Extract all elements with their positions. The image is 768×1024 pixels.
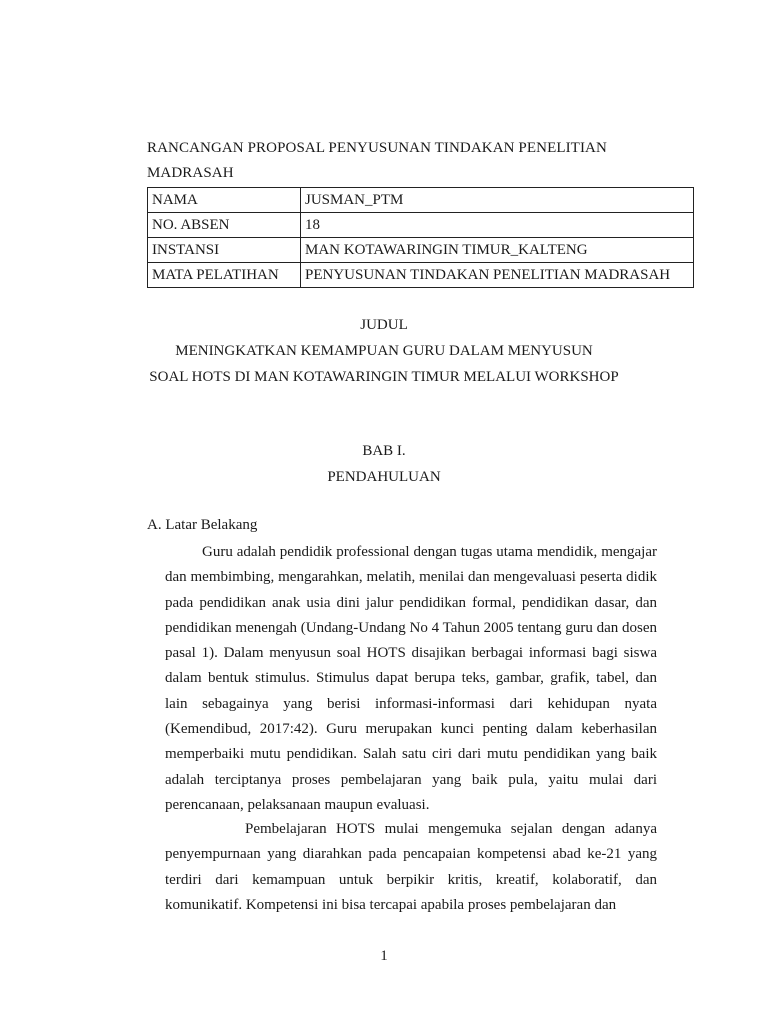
identity-table (147, 187, 694, 288)
table-label-cell: NAMA (148, 188, 301, 213)
judul-line-2: SOAL HOTS DI MAN KOTAWARINGIN TIMUR MELALUI WORKSHOP (149, 369, 619, 385)
table-value-cell: PENYUSUNAN TINDAKAN PENELITIAN MADRASAH (301, 263, 694, 288)
judul-heading: JUDUL (360, 317, 408, 333)
table-row (148, 213, 694, 238)
table-row (148, 238, 694, 263)
section-heading: A. Latar Belakang (147, 517, 258, 533)
body-paragraph: Pembelajaran HOTS mulai mengemuka sejalan dengan adanya penyempurnaan yang diarahkan pada pencapaian kompetensi abad ke-21 yang terdiri dari kemampuan untuk berpikir kritis, kreatif, kolaboratif, dan komunikatif. Kompetensi ini bisa tercapai apabila proses pembelajaran dan (165, 821, 657, 913)
body-paragraph: Guru adalah pendidik professional dengan tugas utama mendidik, mengajar dan membimbing, mengarahkan, melatih, menilai dan mengevaluasi peserta didik pada pendidikan anak usia dini jalur pendidikan formal, pendidikan dasar, dan pendidikan menengah (Undang-Undang No 4 Tahun 2005 tentang guru dan dosen pasal 1). Dalam menyusun soal HOTS disajikan berbagai informasi bagi siswa dalam bentuk stimulus. Stimulus dapat berupa teks, gambar, grafik, tabel, dan lain sebagainya yang berisi informasi-informasi dari kehidupan nyata (Kemendibud, 2017:42). Guru merupakan kunci penting dalam keberhasilan memperbaiki mutu pendidikan. Salah satu ciri dari mutu pendidikan yang baik adalah terciptanya proses pembelajaran yang baik pula, yaitu mulai dari perencanaan, pelaksanaan maupun evaluasi. (165, 544, 657, 813)
table-value-cell: MAN KOTAWARINGIN TIMUR_KALTENG (301, 238, 694, 263)
table-row (148, 263, 694, 288)
proposal-title: RANCANGAN PROPOSAL PENYUSUNAN TINDAKAN PENELITIAN MADRASAH (147, 140, 607, 181)
table-value-cell: 18 (301, 213, 694, 238)
table-label-cell: MATA PELATIHAN (148, 263, 301, 288)
table-row (148, 188, 694, 213)
judul-line-1: MENINGKATKAN KEMAMPUAN GURU DALAM MENYUSUN (175, 343, 593, 359)
chapter-title: PENDAHULUAN (327, 469, 441, 485)
table-label-cell: NO. ABSEN (148, 213, 301, 238)
table-value-cell: JUSMAN_PTM (301, 188, 694, 213)
chapter-number: BAB I. (362, 443, 406, 459)
table-label-cell: INSTANSI (148, 238, 301, 263)
page-number: 1 (380, 948, 388, 964)
